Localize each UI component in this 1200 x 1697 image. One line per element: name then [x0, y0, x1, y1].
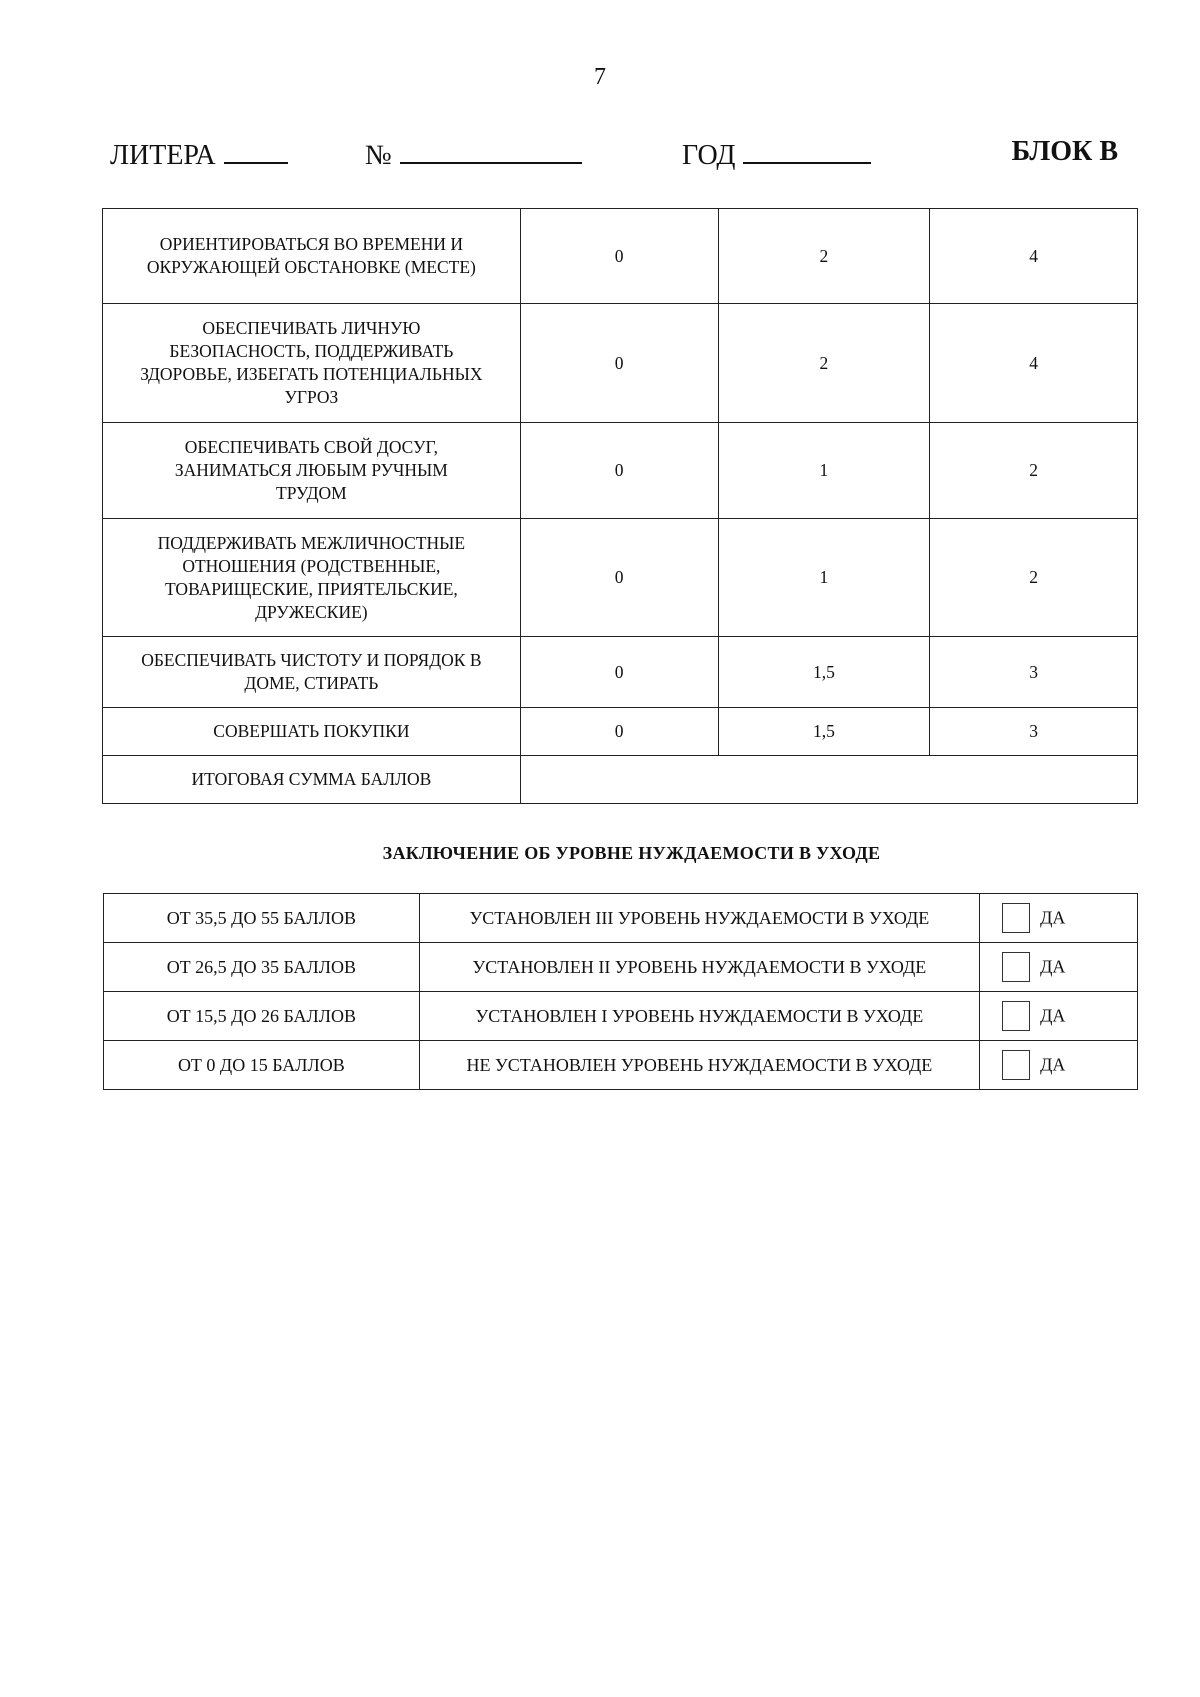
- result-cell: УСТАНОВЛЕН III УРОВЕНЬ НУЖДАЕМОСТИ В УХОДЕ: [419, 894, 979, 943]
- litera-input-line[interactable]: [224, 136, 288, 164]
- yes-label: ДА: [1040, 1054, 1066, 1075]
- score-cell[interactable]: 3: [930, 637, 1138, 708]
- result-cell: НЕ УСТАНОВЛЕН УРОВЕНЬ НУЖДАЕМОСТИ В УХОДЕ: [419, 1041, 979, 1090]
- yes-checkbox[interactable]: [1002, 952, 1030, 982]
- score-cell[interactable]: 2: [718, 304, 930, 423]
- score-cell[interactable]: 0: [520, 519, 718, 637]
- score-cell[interactable]: 1,5: [718, 637, 930, 708]
- table-row: [103, 209, 1138, 304]
- activity-cell: ОБЕСПЕЧИВАТЬ ЧИСТОТУ И ПОРЯДОК В ДОМЕ, СТИРАТЬ: [103, 637, 521, 708]
- yes-cell: [980, 943, 1138, 992]
- activity-cell: ОБЕСПЕЧИВАТЬ ЛИЧНУЮ БЕЗОПАСНОСТЬ, ПОДДЕРЖИВАТЬ ЗДОРОВЬЕ, ИЗБЕГАТЬ ПОТЕНЦИАЛЬНЫХ УГРОЗ: [103, 304, 521, 423]
- table-row: [103, 637, 1138, 708]
- litera-label: ЛИТЕРА: [110, 140, 216, 171]
- yes-checkbox[interactable]: [1002, 1050, 1030, 1080]
- score-cell[interactable]: 0: [520, 304, 718, 423]
- score-table: [102, 208, 1138, 804]
- score-cell[interactable]: 0: [520, 209, 718, 304]
- form-header: [110, 136, 1118, 176]
- range-cell: ОТ 0 ДО 15 БАЛЛОВ: [104, 1041, 420, 1090]
- year-field: [682, 136, 871, 172]
- table-row: [103, 304, 1138, 423]
- yes-cell: [980, 894, 1138, 943]
- score-cell[interactable]: 1: [718, 423, 930, 519]
- score-cell[interactable]: 1: [718, 519, 930, 637]
- year-label: ГОД: [682, 140, 736, 171]
- yes-label: ДА: [1040, 1005, 1066, 1026]
- table-row: [104, 943, 1138, 992]
- total-label: ИТОГОВАЯ СУММА БАЛЛОВ: [103, 756, 521, 804]
- number-input-line[interactable]: [400, 136, 582, 164]
- activity-cell: ПОДДЕРЖИВАТЬ МЕЖЛИЧНОСТНЫЕ ОТНОШЕНИЯ (РОДСТВЕННЫЕ, ТОВАРИЩЕСКИЕ, ПРИЯТЕЛЬСКИЕ, ДРУЖЕСКИЕ): [103, 519, 521, 637]
- number-label: №: [365, 140, 392, 171]
- result-cell: УСТАНОВЛЕН I УРОВЕНЬ НУЖДАЕМОСТИ В УХОДЕ: [419, 992, 979, 1041]
- yes-checkbox[interactable]: [1002, 903, 1030, 933]
- year-input-line[interactable]: [743, 136, 871, 164]
- table-row: [104, 1041, 1138, 1090]
- score-cell[interactable]: 0: [520, 423, 718, 519]
- page-number: 7: [594, 64, 606, 90]
- activity-cell: СОВЕРШАТЬ ПОКУПКИ: [103, 708, 521, 756]
- score-cell[interactable]: 4: [930, 304, 1138, 423]
- range-cell: ОТ 35,5 ДО 55 БАЛЛОВ: [104, 894, 420, 943]
- table-row: [104, 894, 1138, 943]
- table-row: [103, 708, 1138, 756]
- score-cell[interactable]: 0: [520, 637, 718, 708]
- score-cell[interactable]: 2: [930, 423, 1138, 519]
- table-row: [104, 992, 1138, 1041]
- yes-cell: [980, 992, 1138, 1041]
- score-cell[interactable]: 2: [930, 519, 1138, 637]
- score-cell[interactable]: 3: [930, 708, 1138, 756]
- result-cell: УСТАНОВЛЕН II УРОВЕНЬ НУЖДАЕМОСТИ В УХОДЕ: [419, 943, 979, 992]
- total-value-cell[interactable]: [520, 756, 1137, 804]
- yes-label: ДА: [1040, 907, 1066, 928]
- table-row: [103, 423, 1138, 519]
- yes-checkbox[interactable]: [1002, 1001, 1030, 1031]
- range-cell: ОТ 15,5 ДО 26 БАЛЛОВ: [104, 992, 420, 1041]
- conclusion-title: ЗАКЛЮЧЕНИЕ ОБ УРОВНЕ НУЖДАЕМОСТИ В УХОДЕ: [382, 843, 881, 863]
- score-cell[interactable]: 2: [718, 209, 930, 304]
- conclusion-table: [103, 893, 1138, 1090]
- total-row: [103, 756, 1138, 804]
- table-row: [103, 519, 1138, 637]
- activity-cell: ОБЕСПЕЧИВАТЬ СВОЙ ДОСУГ, ЗАНИМАТЬСЯ ЛЮБЫМ РУЧНЫМ ТРУДОМ: [103, 423, 521, 519]
- score-cell[interactable]: 0: [520, 708, 718, 756]
- activity-cell: ОРИЕНТИРОВАТЬСЯ ВО ВРЕМЕНИ И ОКРУЖАЮЩЕЙ ОБСТАНОВКЕ (МЕСТЕ): [103, 209, 521, 304]
- litera-field: [110, 136, 288, 172]
- score-cell[interactable]: 1,5: [718, 708, 930, 756]
- range-cell: ОТ 26,5 ДО 35 БАЛЛОВ: [104, 943, 420, 992]
- score-cell[interactable]: 4: [930, 209, 1138, 304]
- yes-cell: [980, 1041, 1138, 1090]
- yes-label: ДА: [1040, 956, 1066, 977]
- block-title: БЛОК В: [1011, 136, 1118, 167]
- number-field: [365, 136, 582, 172]
